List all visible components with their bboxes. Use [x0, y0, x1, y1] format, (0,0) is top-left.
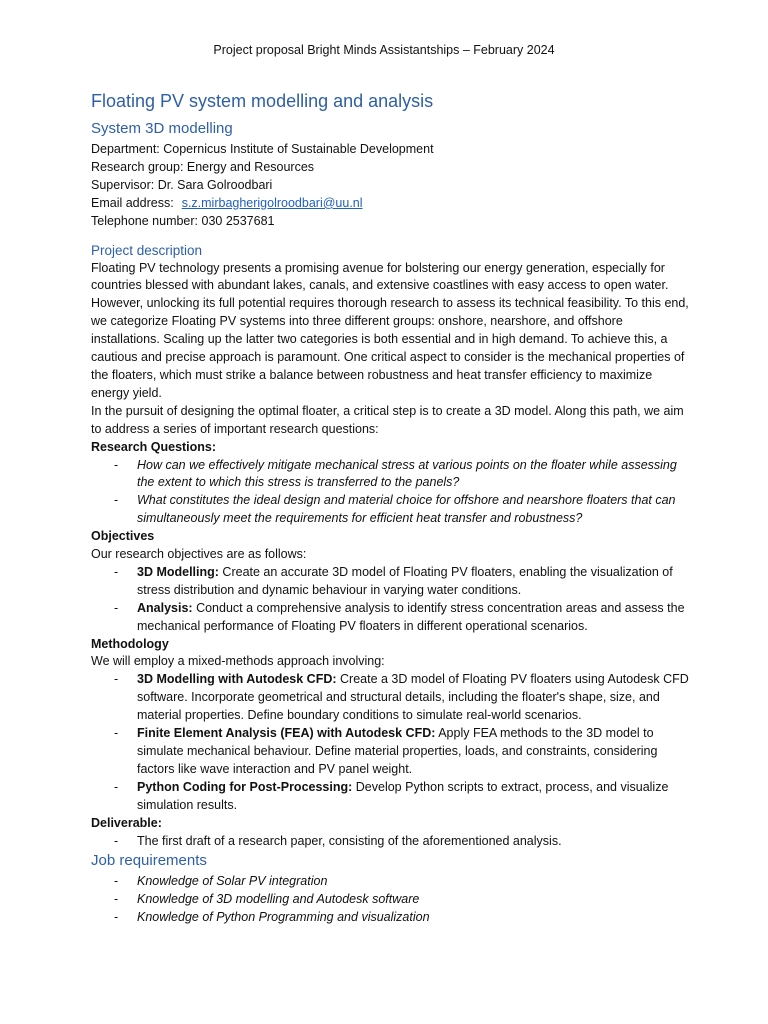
method-text: Create a 3D model of Floating PV floaters using Autodesk CFD software. Incorporate geometrical and structural details, including the floater's shape, size, and material properties. Define boundary conditions to simulate real-world scenarios. [137, 672, 689, 723]
dash-marker: - [114, 892, 119, 907]
objective-label: Analysis: [137, 600, 193, 615]
list-item [91, 492, 691, 528]
list-item [91, 725, 691, 779]
dash-marker: - [114, 779, 119, 794]
job-requirement-text: Knowledge of Python Programming and visualization [137, 910, 430, 925]
objectives-intro: Our research objectives are as follows: [91, 547, 307, 562]
section-title-system-3d-modelling: System 3D modelling [91, 120, 233, 137]
list-item [91, 600, 691, 636]
objective-text: Create an accurate 3D model of Floating PV floaters, enabling the visualization of stress distribution and dynamic behaviour in varying water conditions. [137, 564, 673, 597]
job-requirement-text: Knowledge of 3D modelling and Autodesk software [137, 892, 420, 907]
project-description-paragraph-2: In the pursuit of designing the optimal floater, a critical step is to create a 3D model. Along this path, we aim to address a series of important research questions: [91, 403, 684, 436]
list-item [91, 779, 691, 815]
list-item [91, 891, 691, 909]
deliverable-heading: Deliverable: [91, 815, 162, 830]
page-header: Project proposal Bright Minds Assistantships – February 2024 [213, 43, 555, 57]
email-link[interactable]: s.z.mirbagherigolroodbari@uu.nl [181, 195, 363, 210]
research-question-text: What constitutes the ideal design and material choice for offshore and nearshore floaters that can simultaneously meet the requirements for efficient heat transfer and robustness? [137, 493, 676, 526]
objectives-heading: Objectives [91, 529, 155, 544]
objectives-list [91, 564, 691, 636]
dash-marker: - [114, 564, 119, 579]
method-text: Develop Python scripts to extract, process, and visualize simulation results. [137, 779, 669, 812]
list-item [91, 457, 691, 493]
telephone-line: Telephone number: 030 2537681 [91, 213, 275, 228]
dash-marker: - [114, 457, 119, 472]
list-item [91, 671, 691, 725]
supervisor-line: Supervisor: Dr. Sara Golroodbari [91, 177, 273, 192]
dash-marker: - [114, 672, 119, 687]
dash-marker: - [114, 874, 119, 889]
research-group-line: Research group: Energy and Resources [91, 159, 315, 174]
deliverable-text: The first draft of a research paper, consisting of the aforementioned analysis. [137, 833, 562, 848]
objective-text: Conduct a comprehensive analysis to identify stress concentration areas and assess the mechanical performance of Floating PV floaters in different operational scenarios. [137, 600, 685, 633]
project-description-paragraph: Floating PV technology presents a promising avenue for bolstering our energy generation, especially for countries blessed with abundant lakes, canals, and extensive coastlines with easy access to open water. However, unlocking its full potential requires thorough research to assess its technical feasibility. To this end, we categorize Floating PV systems into three different groups: onshore, nearshore, and offshore installations. Scaling up the latter two categories is both essential and in high demand. To achieve this, a cautious and precise approach is paramount. One critical aspect to consider is the mechanical properties of the floaters, which must strike a balance between robustness and heat transfer efficiency to maximize energy yield. [91, 260, 689, 400]
department-line: Department: Copernicus Institute of Sustainable Development [91, 142, 434, 156]
list-item [91, 833, 691, 851]
email-label: Email address: [91, 195, 174, 210]
method-text: Apply FEA methods to the 3D model to simulate mechanical behaviour. Define material properties, loads, and constraints, considering factors like wave interaction and PV panel weight. [137, 726, 658, 776]
list-item [91, 564, 691, 600]
method-label: Python Coding for Post-Processing: [137, 779, 353, 794]
dash-marker: - [114, 726, 119, 741]
document-body [91, 89, 691, 927]
dash-marker: - [114, 600, 119, 615]
dash-marker: - [114, 910, 119, 925]
job-requirements-list [91, 873, 691, 927]
dash-marker: - [114, 493, 119, 508]
deliverable-list [91, 833, 691, 851]
research-question-text: How can we effectively mitigate mechanical stress at various points on the floater while assessing the extent to which this stress is transferred to the panels? [137, 457, 677, 490]
research-questions-list [91, 457, 691, 529]
research-questions-heading: Research Questions: [91, 439, 217, 454]
email-line [91, 195, 691, 213]
method-label: 3D Modelling with Autodesk CFD: [137, 672, 337, 687]
job-requirement-text: Knowledge of Solar PV integration [137, 874, 328, 889]
method-label: Finite Element Analysis (FEA) with Autodesk CFD: [137, 726, 436, 741]
methodology-list [91, 671, 691, 814]
objective-label: 3D Modelling: [137, 564, 219, 579]
methodology-heading: Methodology [91, 636, 169, 651]
project-description-heading: Project description [91, 242, 203, 258]
job-requirements-heading: Job requirements [91, 852, 207, 870]
list-item [91, 873, 691, 891]
document-title: Floating PV system modelling and analysis [91, 91, 434, 111]
dash-marker: - [114, 833, 119, 848]
methodology-intro: We will employ a mixed-methods approach involving: [91, 654, 385, 669]
list-item [91, 909, 691, 927]
